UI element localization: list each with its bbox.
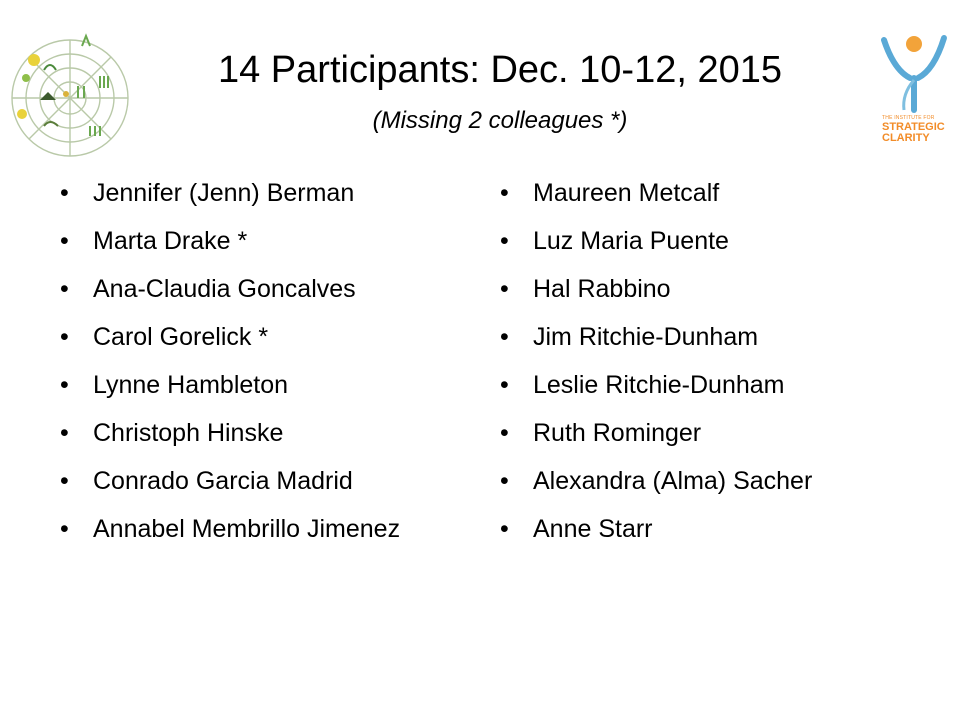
institute-logo [874, 30, 952, 148]
institute-logo-text [882, 116, 948, 144]
participant-item: • Ruth Rominger [500, 418, 900, 448]
participant-list-right [500, 178, 900, 562]
participant-item: • Jim Ritchie-Dunham [500, 322, 900, 352]
participant-item: • Conrado Garcia Madrid [60, 466, 460, 496]
logo-line-3: CLARITY [882, 132, 930, 144]
participant-item: • Ana-Claudia Goncalves [60, 274, 460, 304]
participant-list-left [60, 178, 460, 562]
participant-item: • Annabel Membrillo Jimenez [60, 514, 423, 544]
logo-line-2: STRATEGIC [882, 121, 945, 133]
participant-item: • Leslie Ritchie-Dunham [500, 370, 900, 400]
participant-item: • Luz Maria Puente [500, 226, 900, 256]
participant-item: • Carol Gorelick * [60, 322, 460, 352]
participant-item: • Hal Rabbino [500, 274, 900, 304]
participant-item: • Anne Starr [500, 514, 900, 544]
logo-line-1: THE INSTITUTE FOR [882, 115, 935, 121]
slide-subtitle: (Missing 2 colleagues *) [372, 107, 628, 134]
spiral-nature-logo-icon [4, 30, 132, 158]
participant-item: • Jennifer (Jenn) Berman [60, 178, 460, 208]
participant-item: • Christoph Hinske [60, 418, 460, 448]
participant-item: • Lynne Hambleton [60, 370, 460, 400]
participant-item: • Maureen Metcalf [500, 178, 900, 208]
slide-title: 14 Participants: Dec. 10-12, 2015 [217, 49, 782, 91]
participant-item: • Alexandra (Alma) Sacher [500, 466, 833, 496]
person-figure-logo-icon [874, 30, 952, 116]
participant-item: • Marta Drake * [60, 226, 460, 256]
